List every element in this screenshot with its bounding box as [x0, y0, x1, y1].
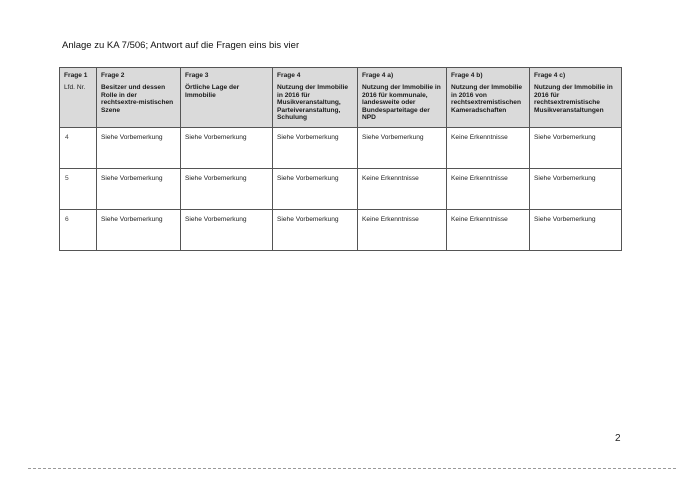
header-subtitle: Nutzung der Immobilie in 2016 für Musikveranstaltung, Parteiveranstaltung, Schulung [277, 84, 349, 121]
table-row [60, 128, 622, 169]
footer-divider [28, 468, 676, 469]
header-cell-frage-4a [358, 68, 447, 128]
row-number-cell: 6 [60, 210, 97, 251]
table-cell: Siehe Vorbemerkung [97, 210, 181, 251]
table-cell: Siehe Vorbemerkung [181, 128, 273, 169]
page-title: Anlage zu KA 7/506; Antwort auf die Fragen eins bis vier [62, 40, 300, 51]
header-cell-frage-4 [273, 68, 358, 128]
header-cell-frage-3 [181, 68, 273, 128]
header-question: Frage 4 a) [362, 72, 394, 79]
row-number-cell: 4 [60, 128, 97, 169]
table-cell: Siehe Vorbemerkung [181, 169, 273, 210]
table-row [60, 210, 622, 251]
answer-table [59, 67, 622, 251]
header-cell-frage-4b [447, 68, 530, 128]
header-question: Frage 3 [185, 72, 209, 79]
table-cell: Siehe Vorbemerkung [530, 128, 622, 169]
header-question: Frage 4 c) [534, 72, 566, 79]
header-subtitle: Besitzer und dessen Rolle in der rechtsextre-mistischen Szene [101, 84, 174, 114]
table-row [60, 169, 622, 210]
header-cell-frage-4c [530, 68, 622, 128]
table-cell: Siehe Vorbemerkung [530, 169, 622, 210]
header-question: Frage 4 b) [451, 72, 483, 79]
table-cell: Keine Erkenntnisse [447, 169, 530, 210]
table-cell: Siehe Vorbemerkung [273, 128, 358, 169]
header-question: Frage 4 [277, 72, 301, 79]
header-subtitle: Nutzung der Immobilie in 2016 für rechtsextremistische Musikveranstaltungen [534, 84, 613, 114]
table-cell: Keine Erkenntnisse [358, 169, 447, 210]
row-number-cell: 5 [60, 169, 97, 210]
table-cell: Keine Erkenntnisse [447, 128, 530, 169]
table-cell: Siehe Vorbemerkung [273, 210, 358, 251]
header-question: Frage 1 [64, 72, 88, 79]
table-cell: Siehe Vorbemerkung [530, 210, 622, 251]
header-question: Frage 2 [101, 72, 125, 79]
header-cell-frage-1 [60, 68, 97, 128]
table-cell: Keine Erkenntnisse [358, 210, 447, 251]
table-cell: Siehe Vorbemerkung [273, 169, 358, 210]
table-cell: Siehe Vorbemerkung [97, 128, 181, 169]
table-header-row [60, 68, 622, 128]
header-subtitle: Nutzung der Immobilie in 2016 von rechtsextremistischen Kameradschaften [451, 84, 523, 114]
page-number: 2 [615, 433, 621, 444]
table-cell: Siehe Vorbemerkung [181, 210, 273, 251]
header-subtitle: Nutzung der Immobilie in 2016 für kommunale, landesweite oder Bundesparteitage der NPD [362, 84, 441, 121]
table-cell: Keine Erkenntnisse [447, 210, 530, 251]
header-subtitle: Lfd. Nr. [64, 84, 86, 92]
table-cell: Siehe Vorbemerkung [358, 128, 447, 169]
header-subtitle: Örtliche Lage der Immobilie [185, 84, 240, 99]
table-cell: Siehe Vorbemerkung [97, 169, 181, 210]
header-cell-frage-2 [97, 68, 181, 128]
